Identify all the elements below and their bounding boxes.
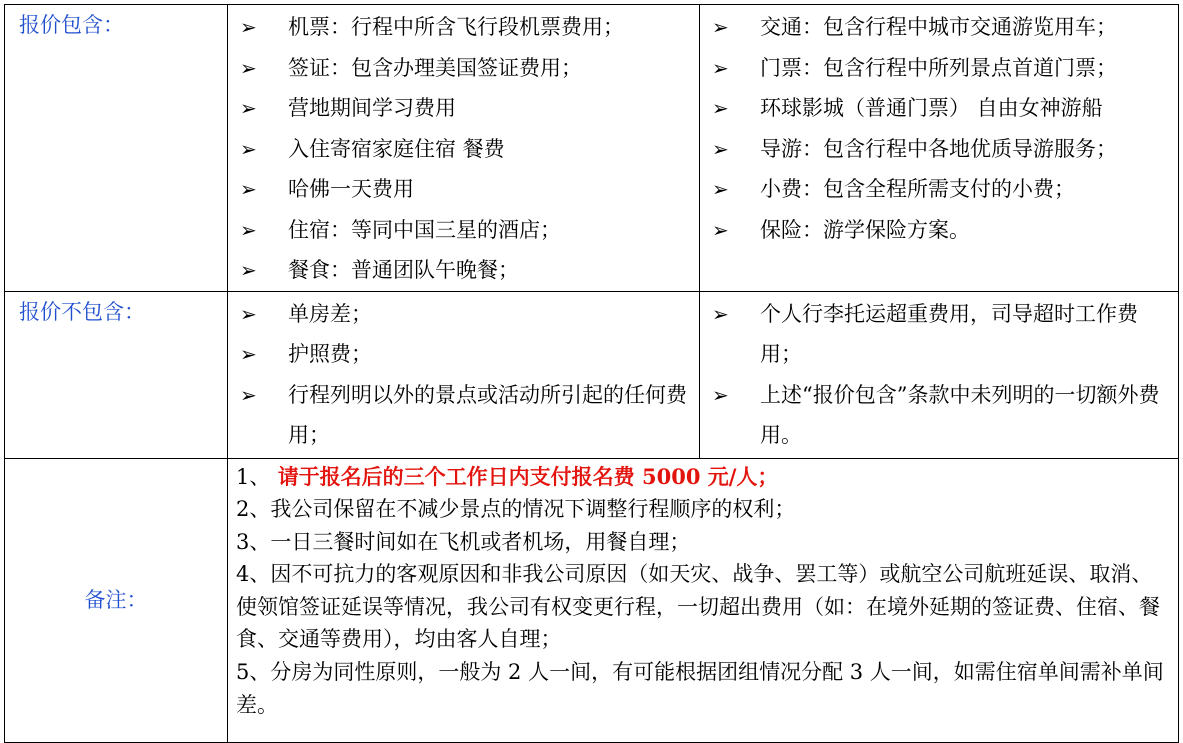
list-item (228, 294, 699, 335)
list-item-text: 交通：包含行程中城市交通游览用车； (760, 15, 1117, 39)
list-item (700, 7, 1178, 48)
note-text: 因不可抗力的客观原因和非我公司原因（如天灾、战争、罢工等）或航空公司航班延误、取消、使领馆签证延误等情况，我公司有权变更行程，一切超出费用（如：在境外延期的签证费、住宿、餐食、交通等费用），均由客人自理； (236, 562, 1160, 652)
list-item (700, 210, 1178, 251)
included-label: 报价包含： (5, 5, 228, 292)
note-text: 我公司保留在不减少景点的情况下调整行程顺序的权利； (270, 497, 796, 522)
list-item (228, 48, 699, 89)
note-item (236, 526, 1172, 559)
note-item (236, 461, 1172, 494)
list-item (228, 375, 699, 456)
note-text: 一日三餐时间如在飞机或者机场，用餐自理； (270, 529, 691, 554)
arrow-bullet-icon: ➢ (712, 55, 729, 80)
list-item-text: 餐食：普通团队午晚餐； (288, 258, 519, 282)
note-number: 1、 (236, 464, 271, 489)
note-text: 请于报名后的三个工作日内支付报名费 5000 元/人； (277, 463, 779, 489)
pricing-table (4, 4, 1179, 743)
excluded-right-list (700, 292, 1178, 456)
list-item-text: 上述“报价包含”条款中未列明的一切额外费用。 (760, 382, 1160, 447)
list-item-text: 护照费； (288, 342, 372, 366)
note-item (236, 558, 1172, 656)
included-right-list (700, 5, 1178, 250)
list-item (228, 7, 699, 48)
list-item-text: 个人行李托运超重费用，司导超时工作费用； (760, 301, 1138, 366)
excluded-row (5, 291, 1179, 458)
included-row (5, 5, 1179, 292)
notes-row (5, 458, 1179, 742)
arrow-bullet-icon: ➢ (712, 177, 729, 201)
list-item-text: 门票：包含行程中所列景点首道门票； (760, 55, 1117, 80)
arrow-bullet-icon: ➢ (712, 382, 729, 407)
list-item (228, 169, 699, 210)
list-item (228, 210, 699, 251)
note-text: 分房为同性原则，一般为 2 人一间，有可能根据团组情况分配 3 人一间，如需住宿单间需补单间差。 (236, 660, 1164, 717)
list-item-text: 机票：行程中所含飞行段机票费用； (288, 15, 624, 39)
arrow-bullet-icon: ➢ (240, 382, 257, 407)
list-item (228, 88, 699, 129)
list-item (700, 88, 1178, 129)
list-item (700, 375, 1178, 456)
arrow-bullet-icon: ➢ (712, 136, 729, 161)
note-number: 3、 (236, 529, 271, 554)
included-left-list (228, 5, 699, 291)
note-number: 2、 (236, 497, 271, 522)
excluded-right-cell (700, 291, 1179, 458)
list-item (700, 129, 1178, 170)
list-item (228, 334, 699, 375)
included-left-cell (228, 5, 700, 292)
excluded-label: 报价不包含： (5, 291, 228, 458)
list-item-text: 住宿：等同中国三星的酒店； (288, 217, 561, 242)
arrow-bullet-icon: ➢ (712, 96, 729, 120)
list-item-text: 入住寄宿家庭住宿 餐费 (288, 136, 505, 161)
list-item-text: 小费：包含全程所需支付的小费； (760, 177, 1075, 201)
included-right-cell (700, 5, 1179, 292)
note-number: 4、 (236, 562, 271, 587)
arrow-bullet-icon: ➢ (240, 177, 257, 201)
note-item (236, 493, 1172, 526)
list-item-text: 哈佛一天费用 (288, 177, 414, 201)
arrow-bullet-icon: ➢ (240, 342, 257, 366)
notes-label: 备注： (5, 458, 228, 742)
list-item (700, 169, 1178, 210)
arrow-bullet-icon: ➢ (240, 15, 257, 39)
arrow-bullet-icon: ➢ (712, 217, 729, 242)
list-item (700, 48, 1178, 89)
arrow-bullet-icon: ➢ (240, 55, 257, 80)
arrow-bullet-icon: ➢ (240, 136, 257, 161)
arrow-bullet-icon: ➢ (712, 301, 729, 326)
note-item (236, 656, 1172, 721)
list-item (228, 129, 699, 170)
arrow-bullet-icon: ➢ (240, 217, 257, 242)
list-item-text: 签证：包含办理美国签证费用； (288, 55, 582, 80)
list-item (700, 294, 1178, 375)
list-item-text: 保险：游学保险方案。 (760, 217, 970, 242)
list-item-text: 单房差； (288, 301, 372, 326)
notes-cell (228, 458, 1179, 742)
list-item-text: 营地期间学习费用 (288, 96, 456, 120)
note-number: 5、 (236, 660, 271, 685)
list-item-text: 行程列明以外的景点或活动所引起的任何费用； (288, 382, 687, 447)
arrow-bullet-icon: ➢ (240, 301, 257, 326)
list-item (228, 250, 699, 291)
excluded-left-cell (228, 291, 700, 458)
list-item-text: 导游：包含行程中各地优质导游服务； (760, 136, 1117, 161)
list-item-text: 环球影城（普通门票） 自由女神游船 (760, 96, 1103, 120)
excluded-left-list (228, 292, 699, 456)
arrow-bullet-icon: ➢ (240, 96, 257, 120)
arrow-bullet-icon: ➢ (240, 258, 257, 282)
arrow-bullet-icon: ➢ (712, 15, 729, 39)
